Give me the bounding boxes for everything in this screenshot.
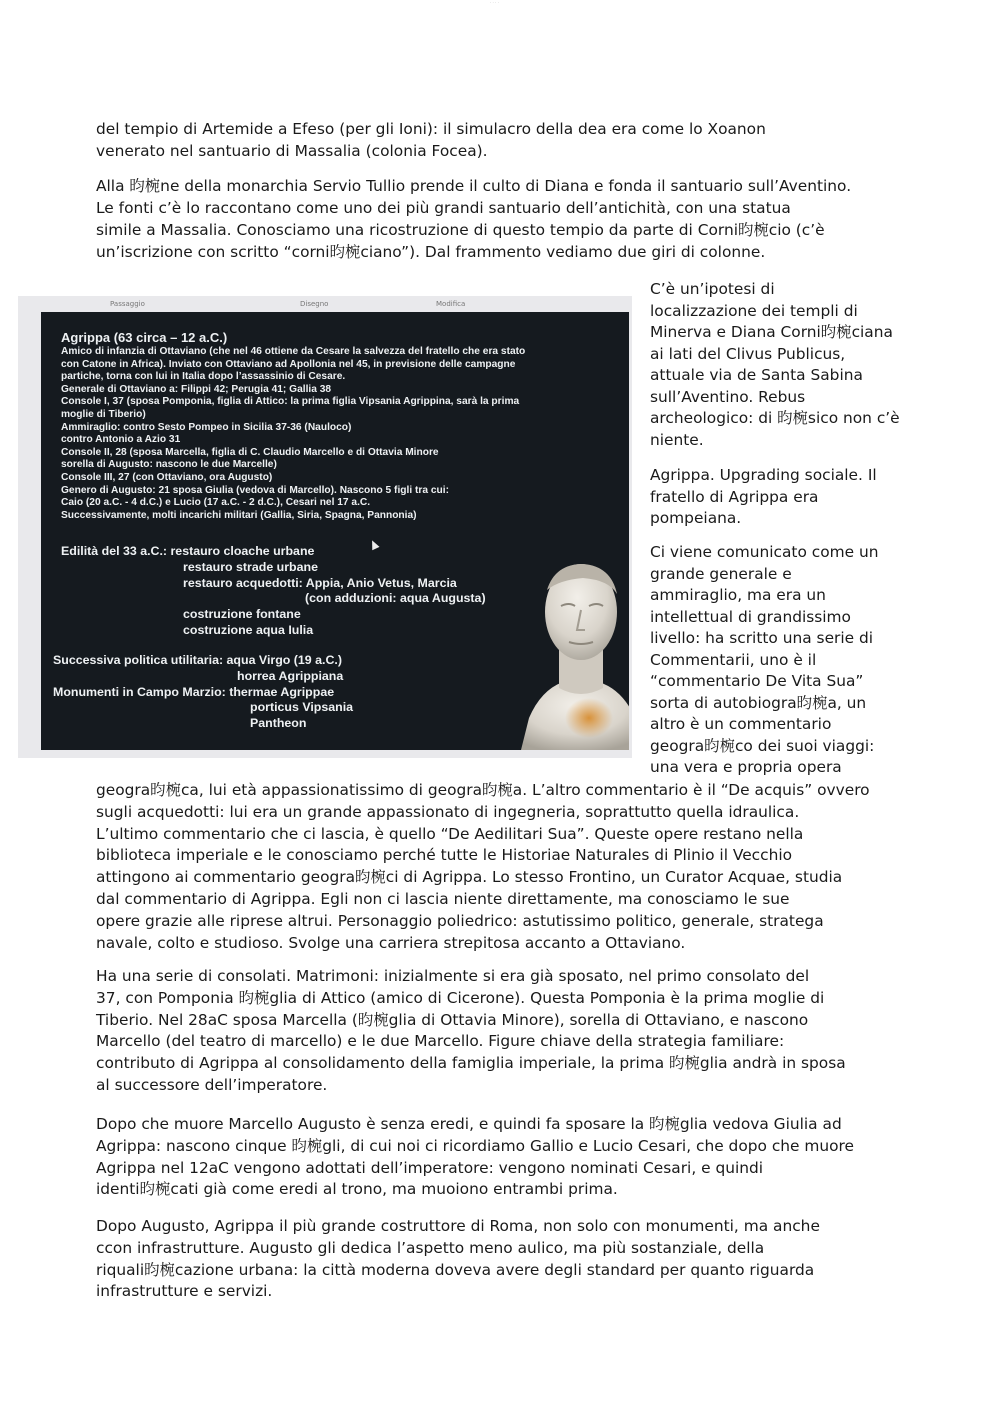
text-line: navale, colto e studioso. Svolge una carriera strepitosa accanto a Ottaviano. [96, 933, 686, 952]
slide-edility-line: horrea Agrippiana [237, 668, 344, 683]
slide-edility-line: Pantheon [250, 716, 307, 731]
menu-item: Disegno [300, 300, 329, 308]
text-line: Le fonti c’è lo raccontano come uno dei più grandi santuario dell’antichità, con una statua [96, 199, 791, 217]
text-line: altro è un commentario [650, 715, 832, 733]
text-line: geogra昀椀co dei suoi viaggi: [650, 736, 875, 755]
menu-item: Modifica [436, 300, 466, 308]
slide-edility-line: Successiva politica utilitaria: aqua Virgo (19 a.C.) [53, 653, 342, 667]
slide-screen [41, 312, 629, 750]
text-line: opere grazie alle riprese altrui. Personaggio poliedrico: astutissimo politico, generale, stratega [96, 911, 824, 930]
text-line: Agrippa. Upgrading sociale. Il [650, 466, 877, 484]
text-line: venerato nel santuario di Massalia (colonia Focea). [96, 142, 488, 160]
text-line: Agrippa nel 12aC vengono adottati dell’imperatore: vengono nominati Cesari, e quindi [96, 1158, 764, 1177]
text-line: C’è un’ipotesi di [650, 280, 775, 298]
text-line: dal commentario di Agrippa. Egli non ci lascia niente direttamente, ma conosciamo le sue [96, 889, 790, 908]
slide-line: con Catone in Africa). Inviato con Ottaviano ad Apollonia nel 45, in previsione delle campagne [61, 358, 516, 370]
text-line: simile a Massalia. Conosciamo una ricostruzione di questo tempio da parte di Corni昀椀cio (c’è [96, 221, 825, 239]
text-line: geogra昀椀ca, lui età appassionatissimo di geogra昀椀a. L’altro commentario è il “De acquis” ovvero [96, 781, 870, 799]
slide-edility-line: restauro acquedotti: Appia, Anio Vetus, Marcia [183, 575, 457, 590]
text-line: niente. [650, 430, 704, 449]
text-line: sugli acquedotti: lui era un grande appassionato di ingegneria, soprattutto quella idraulica. [96, 802, 800, 821]
text-line: L’ultimo commentario che ci lascia, è quello “De Aedilitari Sua”. Queste opere restano nella [96, 824, 804, 843]
text-line: attuale via de Santa Sabina [650, 366, 863, 384]
slide-photo [18, 296, 632, 758]
side-paragraph-ipotesi [650, 279, 902, 451]
slide-edility-line: Edilità del 33 a.C.: restauro cloache urbane [61, 544, 315, 558]
text-line: Agrippa: nascono cinque 昀椀gli, di cui noi ci ricordiamo Gallio e Lucio Cesari, che dopo che muore [96, 1136, 855, 1155]
text-line: “commentario De Vita Sua” [650, 672, 864, 690]
text-line: una vera e propria opera [650, 758, 842, 776]
slide-title: Agrippa (63 circa – 12 a.C.) [61, 330, 228, 345]
side-paragraph-agrippa [650, 465, 902, 530]
slide-line: partiche, torna con lui in Italia dopo l’assassinio di Cesare. [61, 371, 346, 383]
slide-line: Console II, 28 (sposa Marcella, figlia di C. Claudio Marcello e di Ottavia Minore [61, 446, 439, 458]
text-line: intellettual di grandissimo [650, 607, 851, 626]
slide-edility-line: (con adduzioni: aqua Augusta) [305, 591, 486, 606]
slide-line: Genero di Augusto: 21 sposa Giulia (vedova di Marcello). Nascono 5 figli tra cui: [61, 484, 449, 496]
slide-edility-line: restauro strade urbane [183, 559, 318, 574]
text-line: archeologico: di 昀椀sico non c’è [650, 409, 900, 427]
slide-line: Amico di infanzia di Ottaviano (che nel 46 ottiene da Cesare la salvezza del fratello che era stato [61, 346, 526, 357]
text-line: sull’Aventino. Rebus [650, 387, 806, 406]
text-line: attingono ai commentario geogra昀椀ci di Agrippa. Lo stesso Frontino, un Curator Acquae, studia [96, 868, 843, 887]
text-line: un’iscrizione con scritto “corni昀椀ciano”). Dal frammento vediamo due giri di colonne. [96, 243, 766, 261]
slide-edility-line: porticus Vipsania [250, 700, 354, 715]
text-line: identi昀椀cati già come eredi al trono, ma muoiono entrambi prima. [96, 1180, 618, 1199]
slide-line: sorella di Augusto: nascono le due Marcelle) [61, 459, 277, 471]
text-line: sorta di autobiogra昀椀a, un [650, 693, 867, 712]
mouse-cursor-icon [368, 539, 379, 551]
text-line: Tiberio. Nel 28aC sposa Marcella (昀椀glia di Ottavia Minore), sorella di Ottaviano, e nascono [96, 1010, 809, 1029]
text-line: biblioteca imperiale e le conosciamo perché tutte le Historiae Naturales di Plinio il Vecchio [96, 846, 793, 865]
text-line: Dopo Augusto, Agrippa il più grande costruttore di Roma, non solo con monumenti, ma anche [96, 1217, 820, 1235]
slide-line: Successivamente, molti incarichi militari (Gallia, Siria, Spagna, Pannonia) [61, 509, 417, 521]
text-line: Ci viene comunicato come un [650, 543, 879, 561]
text-line: del tempio di Artemide a Efeso (per gli Ioni): il simulacro della dea era come lo Xoanon [96, 120, 766, 138]
text-line: ccon infrastrutture. Augusto gli dedica l’aspetto meno aulico, ma più sostanziale, della [96, 1238, 765, 1257]
text-line: infrastrutture e servizi. [96, 1282, 273, 1301]
paragraph-artemide [96, 118, 896, 162]
paragraph-consolati [96, 966, 896, 1097]
text-line: al successore dell’imperatore. [96, 1075, 328, 1094]
paragraph-costruttore [96, 1216, 896, 1303]
agrippa-bust-icon [511, 550, 629, 750]
slide-line: Ammiraglio: contro Sesto Pompeo in Sicilia 37-36 (Nauloco) [61, 421, 352, 433]
text-line: Minerva e Diana Corni昀椀ciana [650, 323, 893, 341]
slide-edility-line: costruzione aqua Iulia [183, 623, 314, 637]
text-line: Ha una serie di consolati. Matrimoni: inizialmente si era già sposato, nel primo consolato del [96, 967, 810, 985]
slide-edility-line: costruzione fontane [183, 607, 301, 622]
slide-line: Console I, 37 (sposa Pomponia, figlia di Attico: la prima figlia Vipsania Agrippina, sarà la prima [61, 396, 520, 408]
text-line: grande generale e [650, 564, 792, 583]
text-line: 37, con Pomponia 昀椀glia di Attico (amico di Cicerone). Questa Pomponia è la prima moglie di [96, 988, 825, 1007]
text-line: livello: ha scritto una serie di [650, 629, 874, 647]
slide-line: contro Antonio a Azio 31 [61, 434, 181, 446]
menu-item: Passaggio [110, 300, 145, 308]
slide-line: Caio (20 a.C. - 4 d.C.) e Lucio (17 a.C. - 2 d.C.), Cesari nel 17 a.C. [61, 497, 371, 509]
slide-edility-line: Monumenti in Campo Marzio: thermae Agrippae [53, 684, 335, 699]
text-line: Commentarii, uno è il [650, 650, 817, 669]
text-line: contributo di Agrippa al consolidamento della famiglia imperiale, la prima 昀椀glia andrà in sposa [96, 1054, 846, 1073]
text-line: ammiraglio, ma era un [650, 586, 826, 604]
header-mark: · · · · [490, 0, 499, 5]
side-paragraph-generale [650, 542, 902, 779]
paragraph-eredi [96, 1114, 896, 1201]
text-line: ai lati del Clivus Publicus, [650, 344, 846, 363]
slide-line: Generale di Ottaviano a: Filippi 42; Perugia 41; Gallia 38 [61, 383, 332, 395]
text-line: riquali昀椀cazione urbana: la città moderna doveva avere degli standard per quanto riguarda [96, 1260, 815, 1279]
text-line: Dopo che muore Marcello Augusto è senza eredi, e quindi fa sposare la 昀椀glia vedova Giulia ad [96, 1115, 842, 1133]
text-line: pompeiana. [650, 509, 742, 527]
paragraph-commentari [96, 780, 896, 954]
slide-line: Console III, 27 (con Ottaviano, ora Augusto) [61, 472, 273, 483]
text-line: fratello di Agrippa era [650, 487, 819, 506]
slide-line: moglie di Tiberio) [61, 409, 146, 420]
text-line: Alla 昀椀ne della monarchia Servio Tullio prende il culto di Diana e fonda il santuario sull’Aventino. [96, 177, 852, 195]
slide-menu-bar [18, 296, 632, 312]
paragraph-servio-tullio [96, 175, 896, 263]
text-line: localizzazione dei templi di [650, 301, 858, 320]
text-line: Marcello (del teatro di marcello) e le due Marcello. Figure chiave della strategia familiare: [96, 1032, 785, 1051]
